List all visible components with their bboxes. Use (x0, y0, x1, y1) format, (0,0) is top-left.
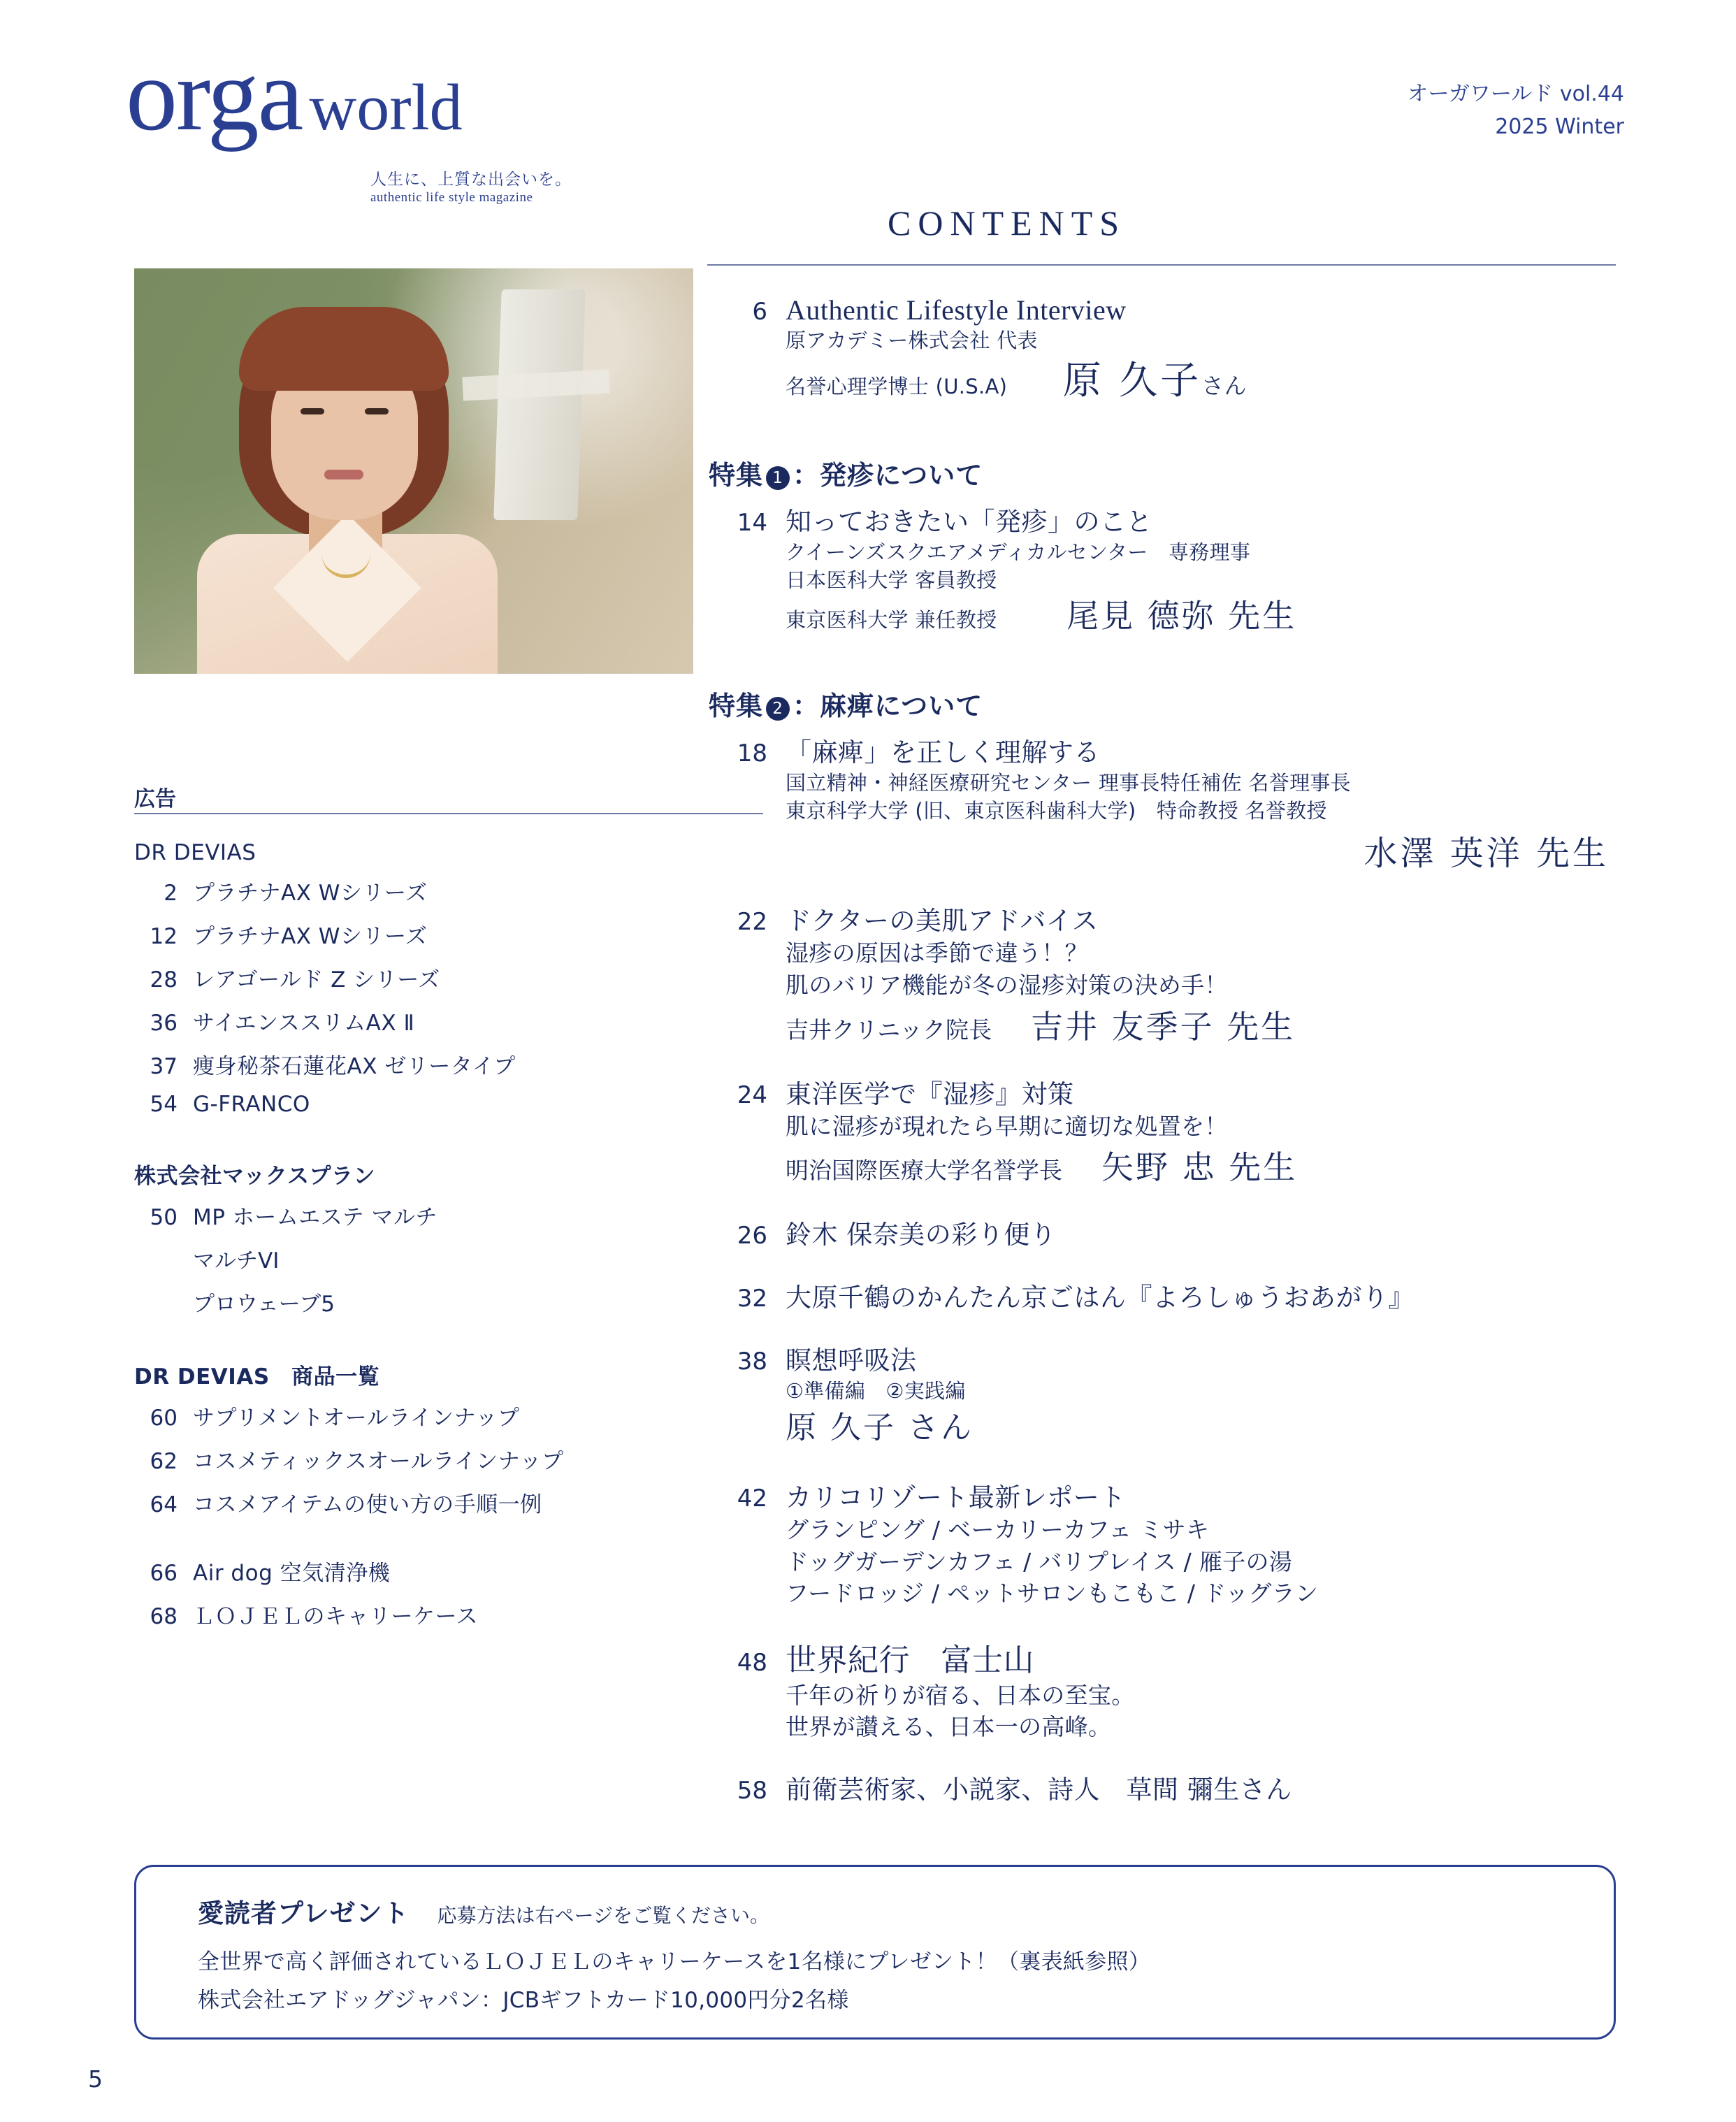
page-number: 2 (164, 881, 178, 906)
reader-present-box (134, 1865, 1616, 2040)
item-title: プラチナAX Wシリーズ (193, 881, 428, 906)
item-subtitle: プロウェーブ5 (193, 1292, 335, 1317)
spacer (707, 414, 1630, 433)
ad-group (134, 840, 763, 1117)
photo-eye-right (365, 408, 389, 414)
spacer (707, 881, 1630, 900)
issue-volume: オーガワールド vol.44 (1407, 82, 1624, 106)
list-item[interactable] (134, 962, 763, 993)
present-line-1: 全世界で高く評価されているＬＯＪＥＬのキャリーケースを1名様にプレゼント！（裏表紙参照） (198, 1949, 1151, 1975)
page-number: 12 (150, 924, 178, 949)
ad-group (134, 1359, 763, 1518)
ad-divider (134, 813, 763, 814)
entry-subtitle: 日本医科大学 客員教授 (786, 568, 997, 592)
page-number: 48 (737, 1648, 767, 1677)
page-number: 64 (150, 1492, 178, 1517)
tagline-jp: 人生に、上質な出会いを。 (370, 171, 572, 189)
entry-person-name: 原 久子 (1062, 358, 1202, 403)
feature-number-badge: 2 (766, 697, 790, 721)
entry-organization: 明治国際医療大学名誉学長 (786, 1157, 1062, 1185)
spacer (707, 1258, 1630, 1276)
entry-credit (786, 1002, 1630, 1048)
page-number: 37 (150, 1054, 178, 1079)
entry-subtitle-row (786, 354, 1630, 407)
entry-title: 前衛芸術家、小説家、詩人 草間 彌生さん (786, 1774, 1292, 1805)
page-number: 68 (150, 1604, 178, 1629)
entry-person-name: 原 久子 さん (786, 1410, 974, 1446)
entry-subtitle: ①準備編 ②実践編 (786, 1379, 966, 1403)
item-subtitle: マルチVI (193, 1248, 280, 1273)
list-item[interactable] (134, 875, 763, 907)
list-item[interactable] (134, 1400, 763, 1431)
entry-subtitle: 千年の祈りが宿る、日本の至宝。 (786, 1681, 1135, 1709)
toc-entry-interview[interactable] (707, 294, 1630, 407)
page-number: 26 (737, 1222, 767, 1250)
photo-mouth (324, 470, 363, 479)
issue-info (1408, 78, 1625, 143)
page-number: 14 (737, 508, 767, 537)
entry-title: 東洋医学で『湿疹』対策 (786, 1078, 1074, 1109)
page-number: 58 (737, 1776, 767, 1805)
present-line-2: 株式会社エアドッグジャパン：JCBギフトカード10,000円分2名様 (198, 1988, 849, 2013)
photo-rail (493, 289, 586, 520)
entry-subtitle: グランピング / ベーカリーカフェ ミサキ (786, 1516, 1210, 1544)
spacer (707, 1617, 1630, 1635)
logo-world: world (309, 71, 463, 144)
entry-organization: 吉井クリニック院長 (786, 1016, 992, 1044)
page-number: 50 (150, 1205, 178, 1230)
feature-number-badge: 1 (766, 466, 790, 490)
item-title: MP ホームエステ マルチ (193, 1205, 438, 1230)
contents-heading: CONTENTS (888, 203, 1127, 243)
page-number: 62 (150, 1449, 178, 1474)
entry-subtitle: 国立精神・神経医療研究センター 理事長特任補佐 名誉理事長 (786, 771, 1351, 795)
spacer (707, 1750, 1630, 1768)
item-title: コスメティックスオールラインナップ (193, 1449, 564, 1474)
list-item[interactable] (134, 1092, 763, 1117)
item-title: 痩身秘茶石蓮花AX ゼリータイプ (193, 1054, 516, 1079)
spacer (134, 1530, 763, 1555)
entry-subtitle: 肌に湿疹が現れたら早期に適切な処置を！ (786, 1112, 1228, 1140)
entry-title: 知っておきたい「発疹」のこと (786, 506, 1152, 537)
spacer (707, 645, 1630, 663)
page-number: 24 (737, 1081, 767, 1109)
toc-feature-1[interactable] (707, 454, 1630, 639)
entry-person-name: 尾見 德弥 先生 (1066, 596, 1297, 635)
spacer (707, 1458, 1630, 1476)
table-of-contents (707, 294, 1630, 1813)
ad-listing (134, 836, 763, 1642)
entry-title: 世界紀行 富士山 (786, 1642, 1034, 1678)
page-number: 32 (737, 1285, 767, 1313)
page-folio: 5 (88, 2065, 103, 2093)
ad-section-heading: 広告 (134, 787, 176, 811)
ad-brand-name: 株式会社マックスプラン (134, 1164, 375, 1189)
cover-portrait-photo (134, 268, 693, 674)
entry-subtitle: フードロッジ / ペットサロンもこもこ / ドッグラン (786, 1580, 1319, 1608)
contents-divider (707, 264, 1616, 266)
list-item[interactable] (134, 1598, 763, 1630)
page-number: 6 (752, 298, 767, 326)
toc-entry-22[interactable] (707, 900, 1630, 1047)
entry-title: ドクターの美肌アドバイス (786, 906, 1099, 937)
entry-subtitle: 東京科学大学 (旧、東京医科歯科大学) 特命教授 名誉教授 (786, 799, 1327, 823)
item-title: プラチナAX Wシリーズ (193, 924, 428, 949)
page-number: 36 (150, 1011, 178, 1036)
page-number: 28 (150, 967, 178, 993)
entry-title: Authentic Lifestyle Interview (786, 294, 1127, 326)
entry-subtitle: 原アカデミー株式会社 代表 (786, 329, 1038, 352)
toc-entry-58[interactable] (707, 1768, 1630, 1806)
entry-person-name: 矢野 忠 先生 (1101, 1148, 1298, 1187)
page-number: 18 (737, 739, 767, 768)
ad-brand-name: DR DEVIAS (134, 840, 256, 865)
spacer (707, 1321, 1630, 1339)
entry-person-name: 水澤 英洋 先生 (1364, 834, 1609, 874)
list-item[interactable] (134, 1199, 763, 1231)
feature-heading (709, 684, 1630, 723)
toc-entry-26[interactable] (707, 1213, 1630, 1251)
entry-subtitle: 世界が讃える、日本一の高峰。 (786, 1713, 1112, 1741)
present-header (198, 1892, 769, 1930)
page-number: 38 (737, 1348, 767, 1376)
item-title: G-FRANCO (193, 1092, 310, 1117)
masthead (126, 38, 755, 152)
item-title: Air dog 空気清浄機 (193, 1561, 391, 1586)
list-item[interactable] (134, 1048, 763, 1080)
item-title: レアゴールド Z シリーズ (193, 967, 440, 993)
item-title: ＬＯＪＥＬのキャリーケース (193, 1604, 478, 1629)
list-item[interactable] (134, 1443, 763, 1475)
toc-entry-48[interactable] (707, 1635, 1630, 1743)
feature-heading-post: ：麻痺について (793, 691, 983, 722)
entry-title: 大原千鶴のかんたん京ごはん『よろしゅうおあがり』 (786, 1283, 1415, 1313)
entry-subtitle: ドッグガーデンカフェ / バリプレイス / 雁子の湯 (786, 1547, 1293, 1575)
list-item[interactable] (134, 1005, 763, 1037)
list-item[interactable] (134, 1487, 763, 1518)
feature-heading (709, 454, 1630, 492)
page-number: 60 (150, 1406, 178, 1431)
page-number: 54 (150, 1092, 178, 1117)
entry-credit (786, 1142, 1630, 1188)
feature-heading-pre: 特集 (709, 691, 764, 722)
photo-hair-front (239, 307, 449, 391)
page-number: 42 (737, 1485, 767, 1513)
list-item[interactable] (134, 918, 763, 950)
ad-group (134, 1158, 763, 1318)
spacer (134, 1129, 763, 1154)
item-title: サイエンススリムAX Ⅱ (193, 1011, 415, 1036)
toc-entry-42[interactable] (707, 1476, 1630, 1610)
page-number: 22 (737, 908, 767, 937)
page-number: 66 (150, 1561, 178, 1586)
entry-subtitle-row (786, 594, 1630, 638)
entry-subtitle: 名誉心理学博士 (U.S.A) (786, 375, 1008, 399)
ad-brand-name: DR DEVIAS 商品一覧 (134, 1364, 380, 1390)
item-title: サプリメントオールラインナップ (193, 1406, 520, 1431)
toc-entry-32[interactable] (707, 1276, 1630, 1314)
entry-subtitle: 湿疹の原因は季節で違う！？ (786, 939, 1088, 967)
entry-subtitle: 肌のバリア機能が冬の湿疹対策の決め手！ (786, 971, 1228, 999)
photo-eye-left (301, 408, 324, 414)
entry-person-name: 吉井 友季子 先生 (1031, 1007, 1296, 1046)
entry-subtitle: クイーンズスクエアメディカルセンター 専務理事 (786, 540, 1251, 564)
entry-title: 「麻痺」を正しく理解する (786, 737, 1100, 768)
present-title: 愛読者プレゼント (198, 1898, 410, 1928)
spacer (707, 1055, 1630, 1073)
spacer (134, 1329, 763, 1355)
item-title: コスメアイテムの使い方の手順一例 (193, 1492, 542, 1517)
issue-season: 2025 Winter (1495, 114, 1624, 139)
list-item[interactable] (134, 1555, 763, 1587)
feature-heading-post: ：発疹について (793, 459, 983, 491)
entry-title: 瞑想呼吸法 (786, 1345, 917, 1376)
toc-feature-2[interactable] (707, 684, 1630, 874)
spacer (707, 1195, 1630, 1213)
entry-title: 鈴木 保奈美の彩り便り (786, 1220, 1057, 1250)
entry-subtitle: 東京医科大学 兼任教授 (786, 607, 997, 632)
entry-person-suffix: さん (1201, 373, 1247, 400)
toc-entry-38[interactable] (707, 1339, 1630, 1451)
entry-title: カリコリゾート最新レポート (786, 1482, 1126, 1513)
feature-heading-pre: 特集 (709, 459, 764, 491)
ad-group (134, 1555, 763, 1630)
present-note: 応募方法は右ページをご覧ください。 (437, 1904, 769, 1927)
logo-orga: orga (126, 38, 303, 152)
toc-entry-24[interactable] (707, 1073, 1630, 1189)
tagline-en: authentic life style magazine (370, 190, 533, 205)
